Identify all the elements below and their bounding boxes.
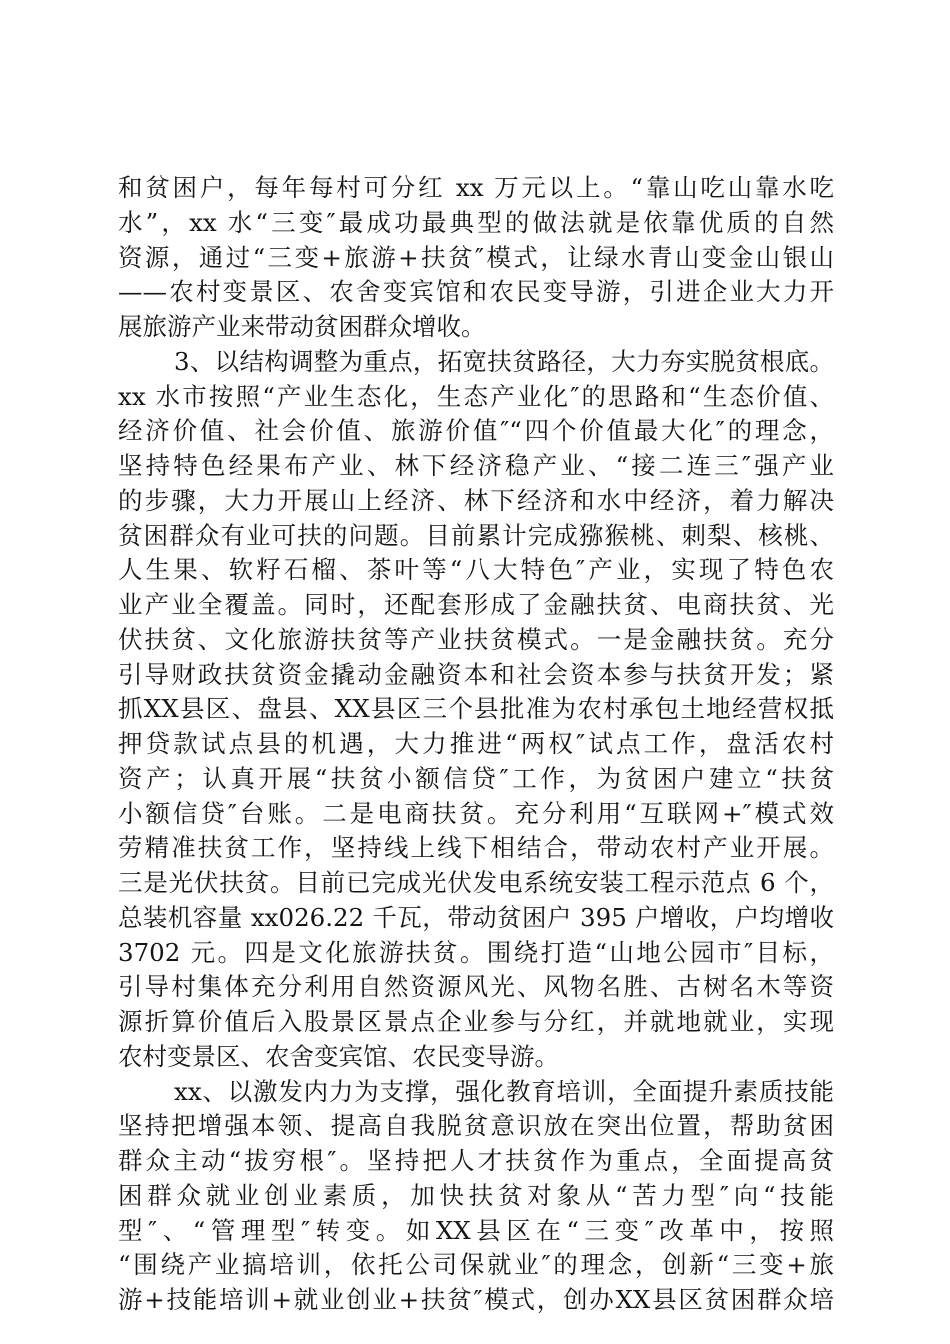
- text-line: 抓XX县区、盘县、XX县区三个县批准为农村承包土地经营权抵: [118, 694, 834, 724]
- text-line: 资产；认真开展“扶贫小额信贷″工作，为贫困户建立“扶贫: [118, 763, 834, 793]
- text-line: 坚持特色经果布产业、林下经济稳产业、“接二连三″强产业: [118, 451, 834, 480]
- text-line: 坚持把增强本领、提高自我脱贫意识放在突出位置，帮助贫困: [118, 1111, 834, 1141]
- text-line: 押贷款试点县的机遇，大力推进“两权″试点工作，盘活农村: [118, 729, 834, 758]
- text-line: 源折算价值后入股景区景点企业参与分红，并就地就业，实现: [118, 1007, 834, 1036]
- text-line: ——农村变景区、农舍变宾馆和农民变导游，引进企业大力开: [118, 277, 834, 307]
- text-line: 引导财政扶贫资金撬动金融资本和社会资本参与扶贫开发；紧: [118, 659, 834, 689]
- text-line: 劳精准扶贫工作，坚持线上线下相结合，带动农村产业开展。: [118, 833, 834, 863]
- text-line: 经济价值、社会价值、旅游价值″“四个价值最大化″的理念，: [118, 416, 834, 446]
- text-line: 水”，xx 水“三变″最成功最典型的做法就是依靠优质的自然: [118, 207, 834, 237]
- text-line: 人生果、软籽石榴、茶叶等“八大特色″产业，实现了特色农: [118, 555, 834, 585]
- text-line: 引导村集体充分利用自然资源风光、风物名胜、古树名木等资: [118, 972, 834, 1002]
- paragraph-first-line: xx、以激发内力为支撑，强化教育培训，全面提升素质技能: [174, 1076, 834, 1106]
- text-line: 小额信贷″台账。二是电商扶贫。充分利用“互联网+″模式效: [118, 798, 834, 828]
- paragraph-first-line: 3、以结构调整为重点，拓宽扶贫路径，大力夯实脱贫根底。: [174, 346, 834, 376]
- text-line: 和贫困户，每年每村可分红 xx 万元以上。“靠山吃山靠水吃: [118, 173, 834, 202]
- text-line: 游+技能培训+就业创业+扶贫″模式，创办XX县区贫困群众培: [118, 1285, 834, 1314]
- text-line: 三是光伏扶贫。目前已完成光伏发电系统安装工程示范点 6 个，: [118, 868, 834, 897]
- paragraph-end-line: 展旅游产业来带动贫困群众增收。: [118, 312, 486, 341]
- text-line: 困群众就业创业素质，加快扶贫对象从“苦力型″向“技能: [118, 1180, 834, 1210]
- text-line: 资源，通过“三变+旅游+扶贫″模式，让绿水青山变金山银山: [118, 242, 834, 272]
- paragraph-end-line: 农村变景区、农舍变宾馆、农民变导游。: [118, 1041, 559, 1071]
- body-text: [118, 171, 834, 1318]
- text-line: 伏扶贫、文化旅游扶贫等产业扶贫模式。一是金融扶贫。充分: [118, 624, 834, 654]
- text-line: “围绕产业搞培训，依托公司保就业″的理念，创新“三变+旅: [118, 1250, 834, 1280]
- text-line: 的步骤，大力开展山上经济、林下经济和水中经济，着力解决: [118, 485, 834, 515]
- text-line: 总装机容量 xx026.22 千瓦，带动贫困户 395 户增收，户均增收: [118, 902, 834, 932]
- text-line: 业产业全覆盖。同时，还配套形成了金融扶贫、电商扶贫、光: [118, 590, 834, 619]
- text-line: 贫困群众有业可扶的问题。目前累计完成猕猴桃、刺梨、核桃、: [118, 520, 834, 550]
- text-line: 型″、“管理型″转变。如XX县区在“三变″改革中，按照: [118, 1215, 834, 1245]
- text-line: xx 水市按照“产业生态化，生态产业化″的思路和“生态价值、: [118, 381, 834, 411]
- text-line: 3702 元。四是文化旅游扶贫。围绕打造“山地公园市″目标，: [118, 937, 834, 967]
- text-line: 群众主动“拔穷根″。坚持把人才扶贫作为重点，全面提高贫: [118, 1146, 834, 1175]
